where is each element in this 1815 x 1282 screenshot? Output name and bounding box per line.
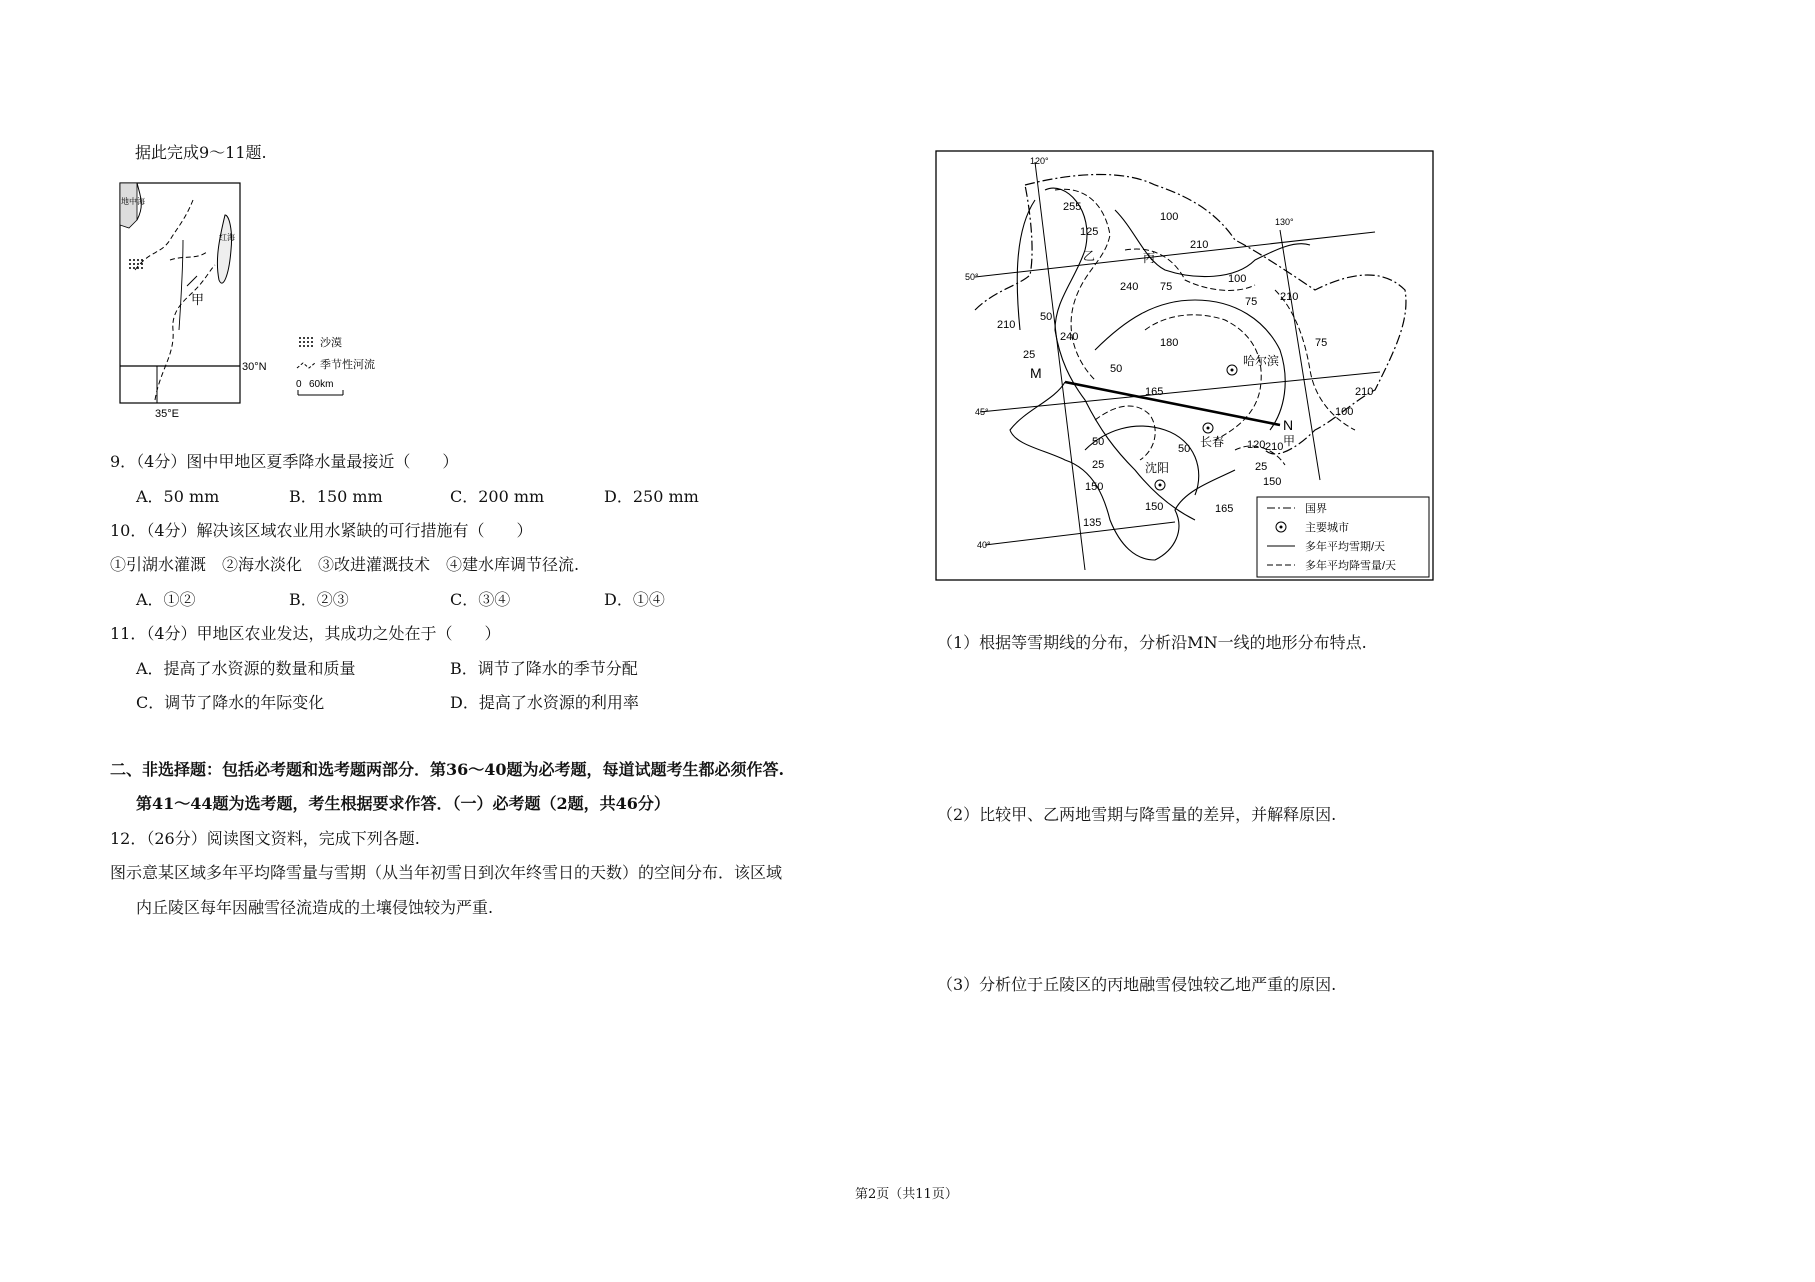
contour-label: 210 (1190, 239, 1209, 251)
q11-option-b: B．调节了降水的季节分配 (450, 659, 638, 678)
map2-lat-label-45: 45° (975, 407, 989, 417)
q9-stem: 9．（4分）图中甲地区夏季降水量最接近（ ） (110, 452, 459, 471)
map1-sea-left-label: 地中海 (121, 197, 145, 206)
map2-legend-border: 国界 (1305, 503, 1327, 515)
contour-label: 150 (1085, 481, 1104, 493)
snow-map-figure (935, 150, 1435, 582)
contour-label: 25 (1092, 459, 1105, 471)
contour-label: 50 (1178, 443, 1191, 455)
map1-river-3 (155, 265, 215, 400)
map1-legend (296, 335, 375, 395)
q10-items: ①引湖水灌溉 ②海水淡化 ③改进灌溉技术 ④建水库调节径流. (110, 555, 580, 574)
q11-option-d: D．提高了水资源的利用率 (450, 693, 639, 712)
contour-label: 150 (1263, 476, 1282, 488)
map1-legend-desert: 沙漠 (320, 337, 342, 349)
map1-lon-label: 35°E (155, 408, 179, 420)
contour-label: 135 (1083, 517, 1102, 529)
q10-stem: 10．（4分）解决该区域农业用水紧缺的可行措施有（ ） (110, 521, 533, 540)
contour-label: 25 (1255, 461, 1268, 473)
contour-label: 180 (1160, 337, 1179, 349)
map2-legend-snowfall: 多年平均降雪量/天 (1305, 560, 1397, 572)
q10-option-d: D．①④ (604, 590, 665, 609)
map2-city-changchun: 长春 (1200, 435, 1225, 449)
map2-point-m: M (1030, 365, 1042, 381)
map1-border (179, 240, 183, 330)
q9-option-c: C．200 mm (450, 487, 545, 506)
map1-scale-zero: 0 (296, 379, 302, 390)
contour-label: 100 (1228, 273, 1247, 285)
contour-label: 255 (1063, 201, 1082, 213)
contour-label: 120 (1247, 439, 1266, 451)
map1-river-2 (170, 252, 207, 260)
q12-desc-line2: 内丘陵区每年因融雪径流造成的土壤侵蚀较为严重. (136, 898, 494, 917)
q10-option-c: C．③④ (450, 590, 511, 609)
contour-label: 210 (997, 319, 1016, 331)
q12-desc-line1: 图示意某区域多年平均降雪量与雪期（从当年初雪日到次年终雪日的天数）的空间分布．该区域 (110, 863, 783, 882)
contour-label: 165 (1215, 503, 1234, 515)
map2-lon-label-130: 130° (1275, 217, 1294, 227)
map1-frame (120, 183, 240, 403)
contour-label: 125 (1080, 226, 1099, 238)
map1-legend-river: 季节性河流 (320, 359, 375, 371)
q11-option-c: C．调节了降水的年际变化 (136, 693, 325, 712)
map2-legend (1257, 497, 1429, 577)
map1-river-1 (135, 200, 193, 270)
contour-label: 75 (1315, 337, 1328, 349)
map2-city-harbin: 哈尔滨 (1243, 354, 1280, 368)
map2-lat-label-50: 50° (965, 272, 979, 282)
map2-lat-label-40: 40° (977, 540, 991, 550)
q11-option-a: A．提高了水资源的数量和质量 (136, 659, 356, 678)
page-footer: 第2页（共11页） (855, 1187, 958, 1202)
map2-legend-snow-period: 多年平均雪期/天 (1305, 541, 1386, 553)
map1-jia-pointer (187, 276, 197, 286)
section2-heading-line2: 第41～44题为选考题，考生根据要求作答．（一）必考题（2题，共46分） (136, 794, 670, 813)
map2-place-yi: 乙 (1083, 249, 1096, 263)
map1-desert (129, 259, 143, 269)
map2-place-bing: 丙 (1143, 251, 1156, 265)
q12-sub3: （3）分析位于丘陵区的丙地融雪侵蚀较乙地严重的原因. (937, 975, 1337, 994)
q12-stem: 12．（26分）阅读图文资料，完成下列各题. (110, 829, 420, 848)
map1-lat-label: 30°N (242, 361, 267, 373)
contour-label: 240 (1120, 281, 1139, 293)
q9-option-a: A．50 mm (136, 487, 220, 506)
q11-stem: 11．（4分）甲地区农业发达，其成功之处在于（ ） (110, 624, 501, 643)
contour-label: 50 (1110, 363, 1123, 375)
map2-place-jia: 甲 (1283, 434, 1296, 448)
map1-jia-label: 甲 (191, 292, 205, 307)
contour-label: 50 (1092, 436, 1105, 448)
contour-label: 210 (1280, 291, 1299, 303)
intro-text: 据此完成9～11题. (135, 143, 267, 162)
contour-label: 75 (1245, 296, 1258, 308)
map1-sea-right-label: 红海 (219, 233, 235, 242)
q9-option-d: D．250 mm (604, 487, 699, 506)
contour-label: 25 (1023, 349, 1036, 361)
map2-legend-city: 主要城市 (1305, 522, 1349, 534)
contour-label: 240 (1060, 331, 1079, 343)
map1-sea-right (217, 215, 231, 283)
map1-scale-length: 60km (309, 379, 334, 390)
q10-option-b: B．②③ (289, 590, 349, 609)
map2-point-n: N (1283, 417, 1294, 433)
q10-option-a: A．①② (136, 590, 196, 609)
section2-heading-line1: 二、非选择题：包括必考题和选考题两部分．第36～40题为必考题，每道试题考生都必须作答. (110, 760, 785, 779)
contour-label: 210 (1265, 441, 1284, 453)
map2-lon-label-120: 120° (1030, 156, 1049, 166)
q12-sub2: （2）比较甲、乙两地雪期与降雪量的差异，并解释原因. (937, 805, 1337, 824)
contour-label: 100 (1160, 211, 1179, 223)
q12-sub1: （1）根据等雪期线的分布，分析沿MN一线的地形分布特点. (937, 633, 1367, 652)
contour-label: 210 (1355, 386, 1374, 398)
map2-city-shenyang: 沈阳 (1145, 461, 1170, 475)
contour-label: 150 (1145, 501, 1164, 513)
contour-label: 50 (1040, 311, 1053, 323)
contour-label: 100 (1335, 406, 1354, 418)
contour-label: 165 (1145, 386, 1164, 398)
contour-label: 75 (1160, 281, 1173, 293)
map-region-figure (115, 180, 415, 420)
q9-option-b: B．150 mm (289, 487, 383, 506)
